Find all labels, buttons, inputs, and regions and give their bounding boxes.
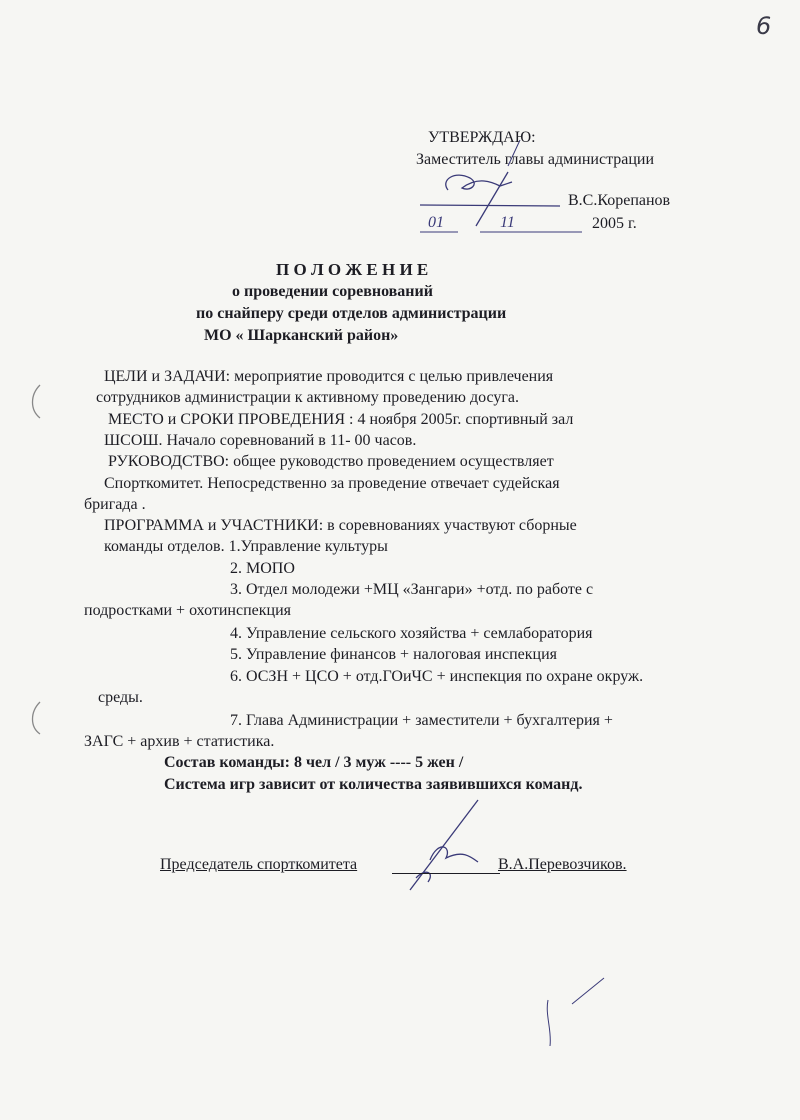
footer-name: В.А.Перевозчиков. — [498, 856, 627, 873]
title-line-2: по снайперу среди отделов администрации — [196, 305, 507, 322]
list-item-4: 4. Управление сельского хозяйства + семлаборатория — [230, 625, 593, 642]
body-line-1: ЦЕЛИ и ЗАДАЧИ: мероприятие проводится с целью привлечения — [104, 368, 554, 385]
list-item-5: 5. Управление финансов + налоговая инспекция — [230, 646, 557, 663]
list-item-6-cont: среды. — [98, 689, 143, 706]
body-line-6: Спорткомитет. Непосредственно за проведение отвечает судейская — [104, 475, 560, 492]
list-item-3: 3. Отдел молодежи +МЦ «Зангари» +отд. по работе с — [230, 581, 594, 598]
body-line-7: бригада . — [84, 496, 146, 513]
body-line-8: ПРОГРАММА и УЧАСТНИКИ: в соревнованиях участвуют сборные — [104, 517, 577, 534]
list-item-6: 6. ОСЗН + ЦСО + отд.ГОиЧС + инспекция по охране окруж. — [230, 668, 644, 685]
list-item-7-cont: ЗАГС + архив + статистика. — [84, 733, 275, 750]
approval-year: 2005 г. — [592, 215, 637, 232]
chairman-signature — [410, 800, 478, 890]
approval-header: УТВЕРЖДАЮ: — [428, 129, 536, 146]
body-line-2: сотрудников администрации к активному проведению досуга. — [96, 389, 520, 406]
body-line-5: РУКОВОДСТВО: общее руководство проведением осуществляет — [108, 453, 554, 470]
body-line-9: команды отделов. 1.Управление культуры — [104, 538, 388, 555]
document-title: П О Л О Ж Е Н И Е — [276, 260, 429, 279]
approval-signer: В.С.Корепанов — [568, 192, 671, 209]
list-item-2: 2. МОПО — [230, 560, 295, 577]
list-item-7: 7. Глава Администрации + заместители + бухгалтерия + — [230, 712, 613, 729]
team-composition: Состав команды: 8 чел / 3 муж ---- 5 жен / — [164, 754, 464, 771]
approval-month: 11 — [500, 214, 515, 231]
list-item-3-cont: подростками + охотинспекция — [84, 602, 291, 619]
signature-line — [392, 873, 500, 874]
game-system: Система игр зависит от количества заявившихся команд. — [164, 776, 583, 793]
approval-position: Заместитель главы администрации — [416, 151, 655, 168]
title-line-3: МО « Шарканский район» — [204, 327, 399, 344]
body-line-3: МЕСТО и СРОКИ ПРОВЕДЕНИЯ : 4 ноября 2005г. спортивный зал — [108, 411, 574, 428]
footer-position: Председатель спорткомитета — [160, 856, 358, 873]
body-line-4: ШСОШ. Начало соревнований в 11- 00 часов. — [104, 432, 417, 449]
approval-day: 01 — [428, 214, 444, 231]
page-number: 6 — [756, 12, 772, 40]
title-line-1: о проведении соревнований — [232, 283, 433, 300]
